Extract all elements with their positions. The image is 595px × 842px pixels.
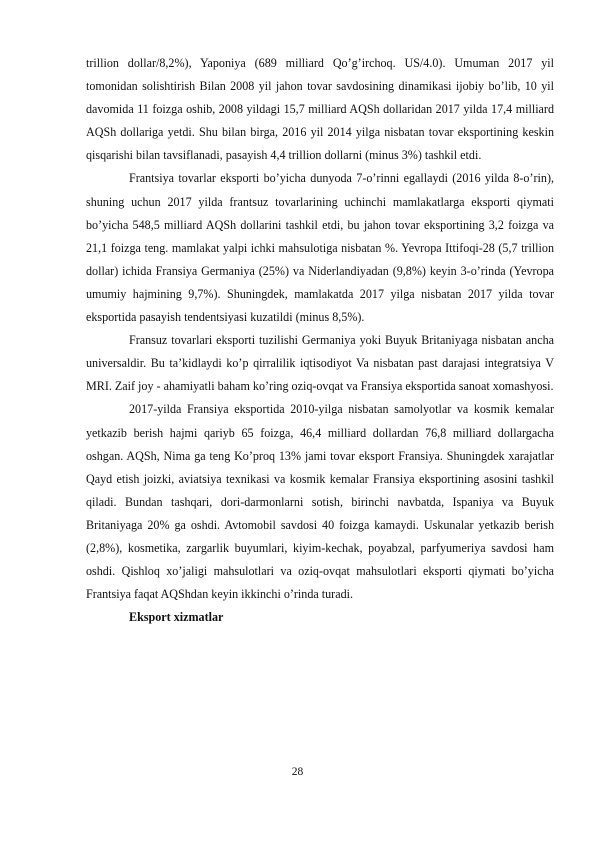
paragraph: 2017-yilda Fransiya eksportida 2010-yilga nisbatan samolyotlar va kosmik kemalar yetkazib berish hajmi qariyb 65 foizga, 46,4 milliard dollardan 76,8 milliard dollargacha oshgan. AQSh, Nima ga teng Ko’proq 13% jami tovar eksport Fransiya. Shuningdek xarajatlar Qayd etish joizki, aviatsiya texnikasi va kosmik kemalar Fransiya eksportining asosini tashkil qiladi. Bundan tashqari, dori-darmonlarni sotish, birinchi navbatda, Ispaniya va Buyuk Britaniyaga 20% ga oshdi. Avtomobil savdosi 40 foizga kamaydi. Uskunalar yetkazib berish (2,8%), kosmetika, zargarlik buyumlari, kiyim-kechak, poyabzal, parfyumeriya savdosi ham oshdi. Qishloq xo’jaligi mahsulotlari va oziq-ovqat mahsulotlari eksporti qiymati bo’yicha Frantsiya faqat AQShdan keyin ikkinchi o’rinda turadi.: [86, 402, 554, 602]
page-number: 28: [291, 766, 304, 778]
section-heading: Eksport xizmatlar: [129, 610, 224, 625]
paragraph: trillion dollar/8,2%), Yaponiya (689 milliard Qo’g’irchoq. US/4.0). Umuman 2017 yil tomonidan solishtirish Bilan 2008 yil jahon tovar savdosining dinamikasi ijobiy bo’lib, 10 yil davomida 11 foizga oshib, 2008 yildagi 15,7 milliard AQSh dollaridan 2017 yilda 17,4 milliard AQSh dollariga yetdi. Shu bilan birga, 2016 yil 2014 yilga nisbatan tovar eksportining keskin qisqarishi bilan tavsiflanadi, pasayish 4,4 trillion dollarni (minus 3%) tashkil etdi.: [86, 56, 554, 163]
paragraph: Fransuz tovarlari eksporti tuzilishi Germaniya yoki Buyuk Britaniyaga nisbatan ancha universaldir. Bu ta’kidlaydi ko’p qirralilik iqtisodiyot Va nisbatan past darajasi integratsiya V MRI. Zaif joy - ahamiyatli baham ko’ring oziq-ovqat va Fransiya eksportida sanoat xomashyosi.: [86, 333, 554, 394]
page-body: [86, 52, 554, 629]
paragraph: Frantsiya tovarlar eksporti bo’yicha dunyoda 7-o’rinni egallaydi (2016 yilda 8-o’rin), shuning uchun 2017 yilda frantsuz tovarlarining uchinchi mamlakatlarga eksporti qiymati bo’yicha 548,5 milliard AQSh dollarini tashkil etdi, bu jahon tovar eksportining 3,2 foizga va 21,1 foizga teng. mamlakat yalpi ichki mahsulotiga nisbatan %. Yevropa Ittifoqi-28 (5,7 trillion dollar) ichida Fransiya Germaniya (25%) va Niderlandiyadan (9,8%) keyin 3-o’rinda (Yevropa umumiy hajmining 9,7%). Shuningdek, mamlakatda 2017 yilga nisbatan 2017 yilda tovar eksportida pasayish tendentsiyasi kuzatildi (minus 8,5%).: [86, 171, 554, 325]
